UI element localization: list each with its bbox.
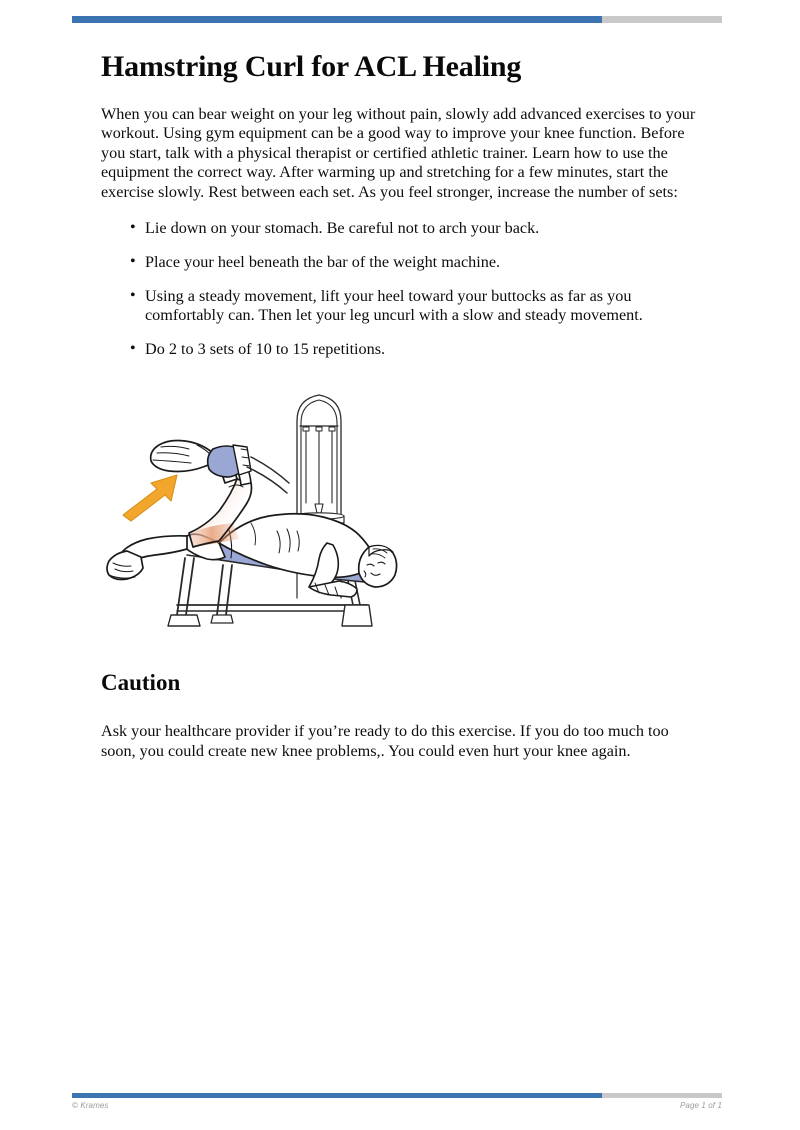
caution-heading: Caution [101, 670, 181, 696]
copyright-notice: © Krames [72, 1101, 109, 1110]
footer-rule-gray-segment [602, 1093, 722, 1098]
document-content [101, 50, 701, 761]
caution-paragraph: Ask your healthcare provider if you’re ready to do this exercise. If you do too much too soon, you could create new knee problems,. You could even hurt your knee again. [101, 722, 669, 760]
header-rule [72, 16, 722, 23]
list-item: • Using a steady movement, lift your heel toward your buttocks as far as you comfortably can. Then let your leg uncurl with a slow and steady movement. [101, 287, 701, 326]
header-rule-gray-segment [602, 16, 722, 23]
hamstring-curl-illustration-svg [101, 383, 401, 643]
page-footer [72, 1101, 722, 1110]
exercise-steps-list [101, 219, 701, 359]
list-item: • Do 2 to 3 sets of 10 to 15 repetitions. [101, 340, 701, 360]
list-item: • Lie down on your stomach. Be careful not to arch your back. [101, 219, 701, 239]
list-item: • Place your heel beneath the bar of the weight machine. [101, 253, 701, 273]
page-number-label: Page 1 of 1 [679, 1101, 722, 1110]
header-rule-blue-segment [72, 16, 602, 23]
footer-rule-blue-segment [72, 1093, 602, 1098]
exercise-illustration [101, 383, 401, 643]
page-title: Hamstring Curl for ACL Healing [101, 50, 522, 83]
footer-rule [72, 1093, 722, 1098]
intro-paragraph: When you can bear weight on your leg without pain, slowly add advanced exercises to your workout. Using gym equipment can be a good way to improve your knee function. Before you start, talk with a physical therapist or certified athletic trainer. Learn how to use the equipment the correct way. After warming up and stretching for a few minutes, start the exercise slowly. Rest between each set. As you feel stronger, increase the number of sets: [101, 104, 696, 201]
person-body [107, 441, 397, 598]
direction-arrow-icon [123, 475, 177, 521]
